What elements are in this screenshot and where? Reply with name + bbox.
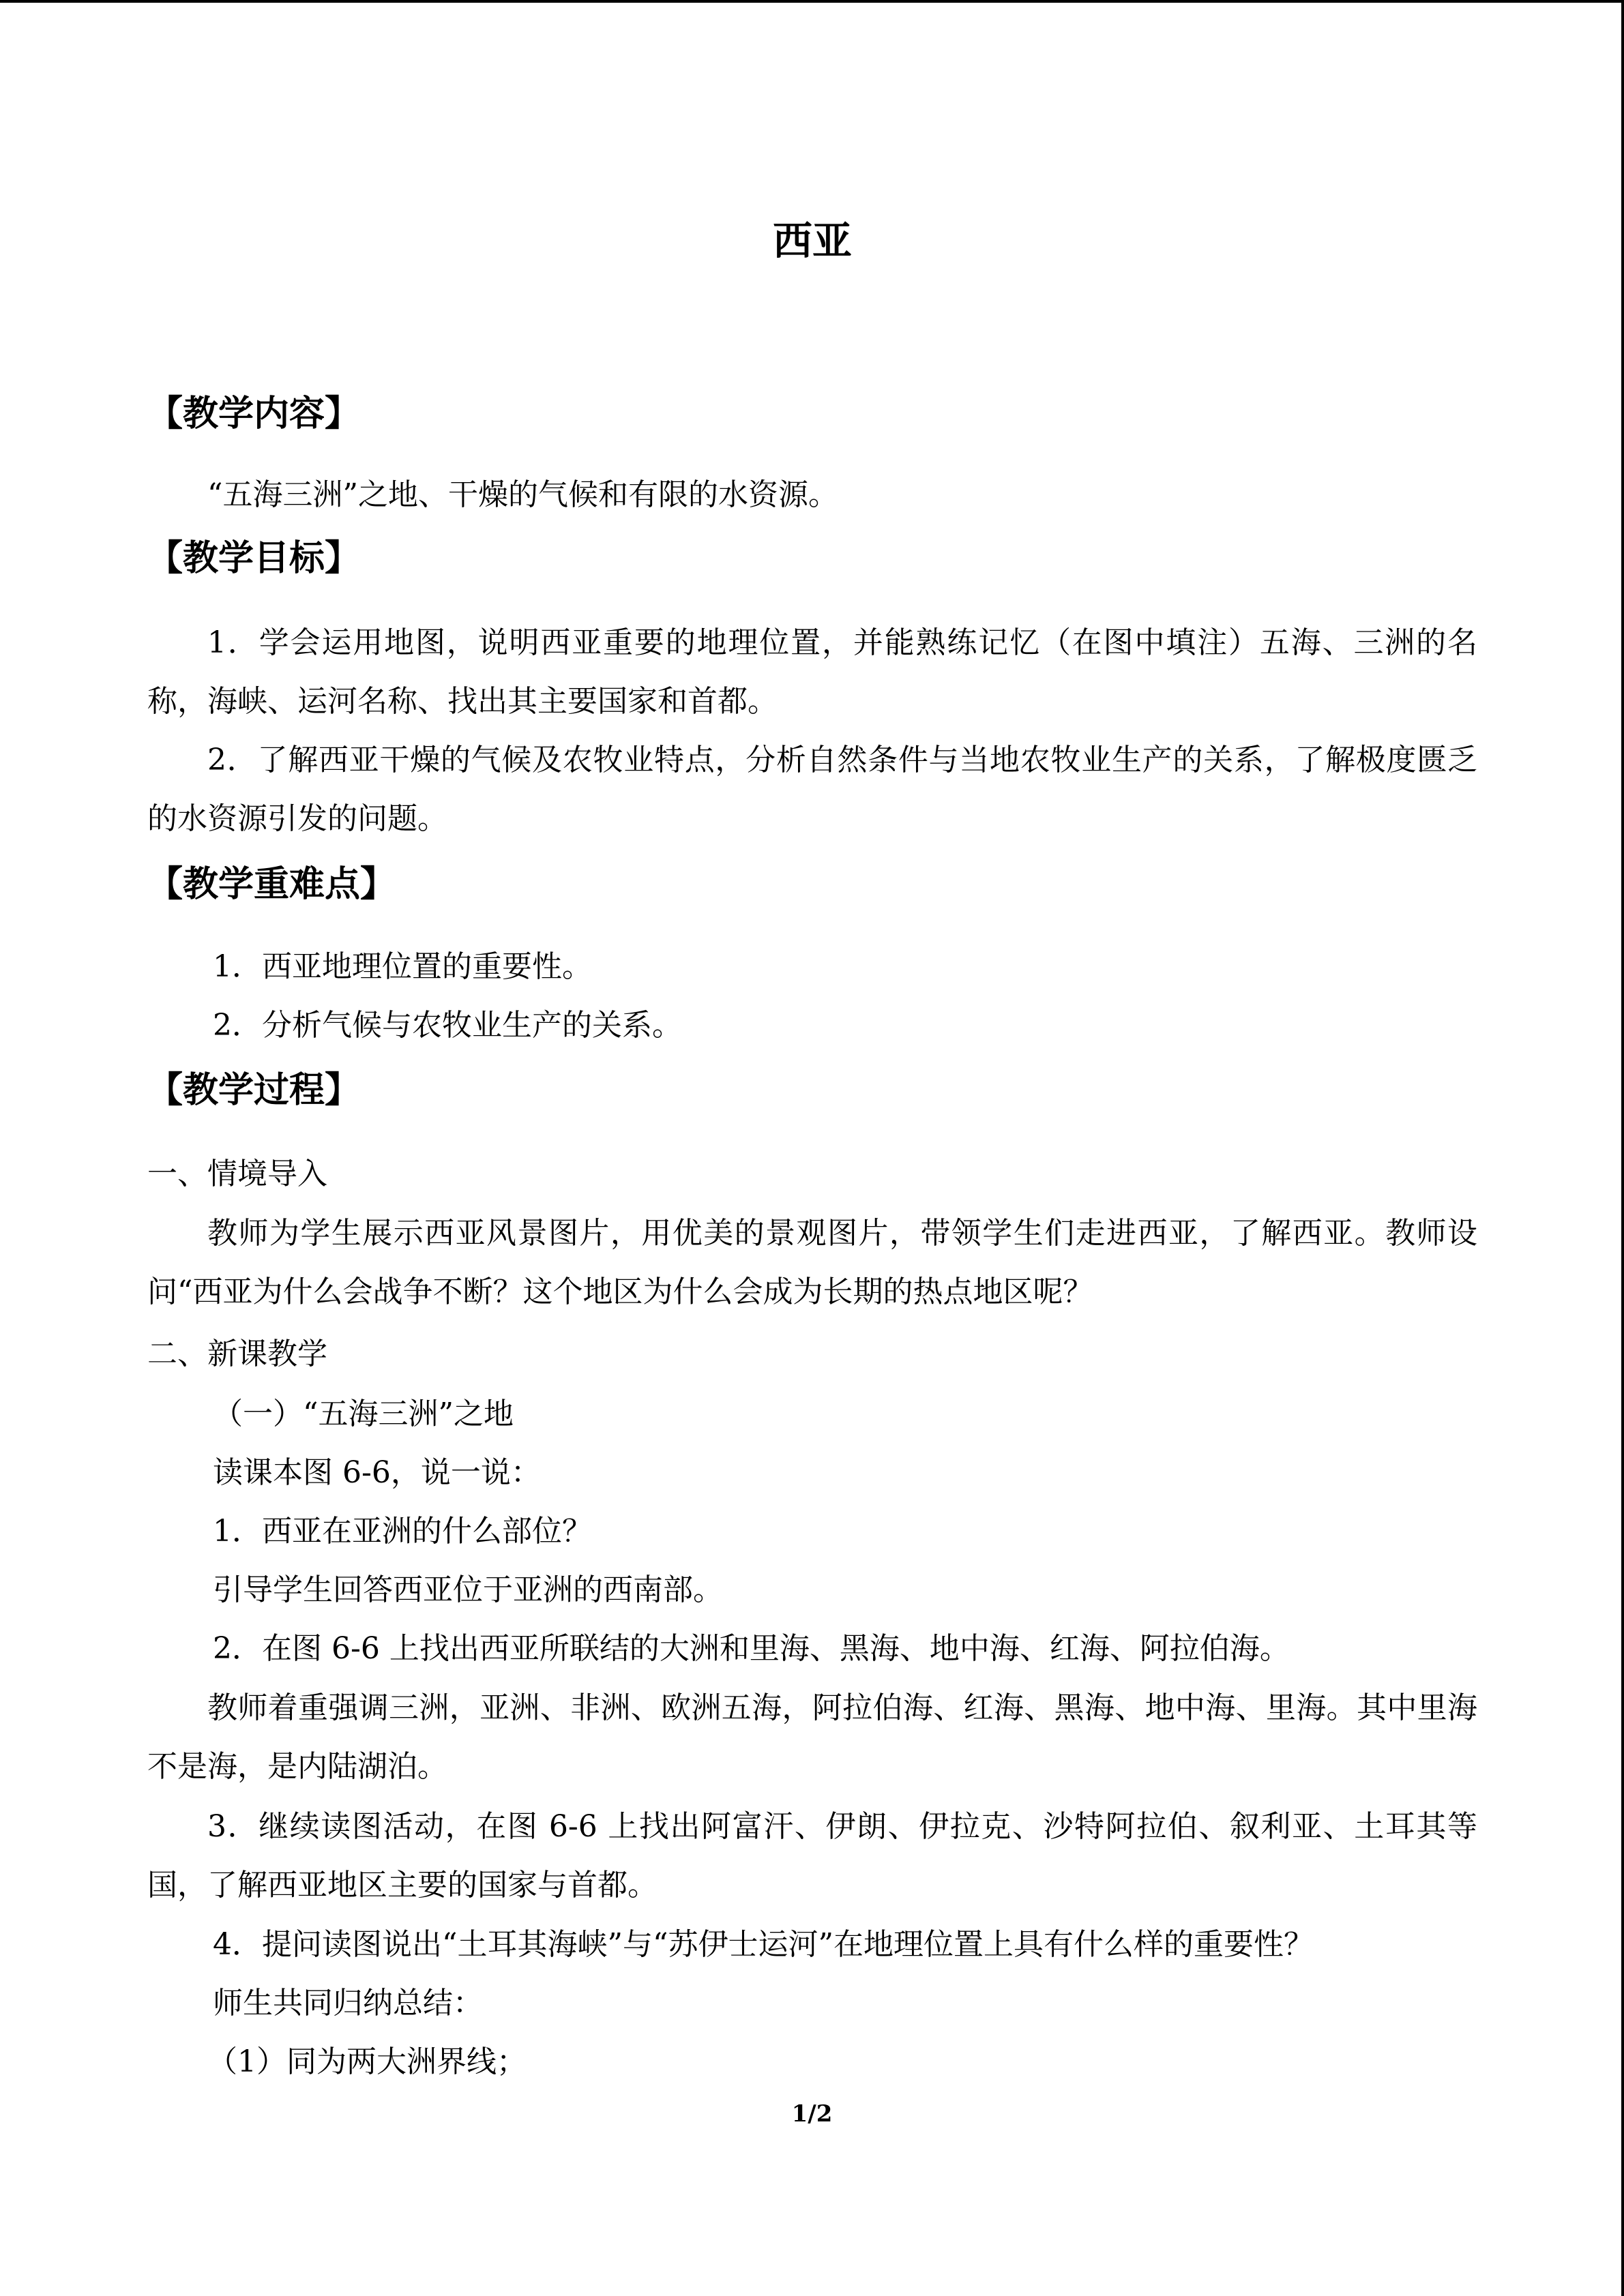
page-top-border <box>0 0 1624 3</box>
process-question-2: 2．在图 6-6 上找出西亚所联结的大洲和里海、黑海、地中海、红海、阿拉伯海。 <box>213 1631 1290 1666</box>
process-question-1: 1．西亚在亚洲的什么部位？ <box>213 1514 592 1549</box>
heading-key-points: 【教学重难点】 <box>147 863 396 905</box>
process-read-prompt: 读课本图 6-6，说一说： <box>213 1455 541 1490</box>
heading-teaching-process: 【教学过程】 <box>147 1069 361 1111</box>
page-title: 西亚 <box>772 218 852 264</box>
process-subsection-1: （一）“五海三洲”之地 <box>213 1397 514 1431</box>
process-answer-1: 引导学生回答西亚位于亚洲的西南部。 <box>213 1572 723 1607</box>
page-right-border <box>1621 0 1624 2296</box>
teaching-content-text: “五海三洲”之地、干燥的气候和有限的水资源。 <box>207 477 838 512</box>
process-question-3: 3．继续读图活动，在图 6-6 上找出阿富汗、伊朗、伊拉克、沙特阿拉伯、叙利亚、土耳其等国，了解西亚地区主要的国家与首都。 <box>147 1809 1477 1903</box>
process-answer-2: 教师着重强调三洲，亚洲、非洲、欧洲五海，阿拉伯海、红海、黑海、地中海、里海。其中里海不是海，是内陆湖泊。 <box>147 1690 1477 1784</box>
goal-item-2: 2．了解西亚干燥的气候及农牧业特点，分析自然条件与当地农牧业生产的关系，了解极度匮乏的水资源引发的问题。 <box>147 743 1477 836</box>
process-summary: 师生共同归纳总结： <box>213 1986 483 2021</box>
process-point-1: （1）同为两大洲界线； <box>207 2044 527 2079</box>
process-part2-title: 二、新课教学 <box>147 1337 327 1371</box>
key-point-1: 1．西亚地理位置的重要性。 <box>213 949 592 984</box>
goal-item-1: 1．学会运用地图，说明西亚重要的地理位置，并能熟练记忆（在图中填注）五海、三洲的名称，海峡、运河名称、找出其主要国家和首都。 <box>147 625 1477 719</box>
heading-teaching-content: 【教学内容】 <box>147 393 361 434</box>
process-part1-title: 一、情境导入 <box>147 1157 327 1191</box>
process-question-4: 4．提问读图说出“土耳其海峡”与“苏伊士运河”在地理位置上具有什么样的重要性？ <box>213 1927 1314 1962</box>
key-point-2: 2．分析气候与农牧业生产的关系。 <box>213 1008 682 1043</box>
process-part1-text: 教师为学生展示西亚风景图片，用优美的景观图片，带领学生们走进西亚，了解西亚。教师设问“西亚为什么会战争不断？这个地区为什么会成为长期的热点地区呢？ <box>147 1216 1477 1309</box>
page-number: 1/2 <box>791 2100 833 2128</box>
heading-teaching-goals: 【教学目标】 <box>147 537 361 579</box>
